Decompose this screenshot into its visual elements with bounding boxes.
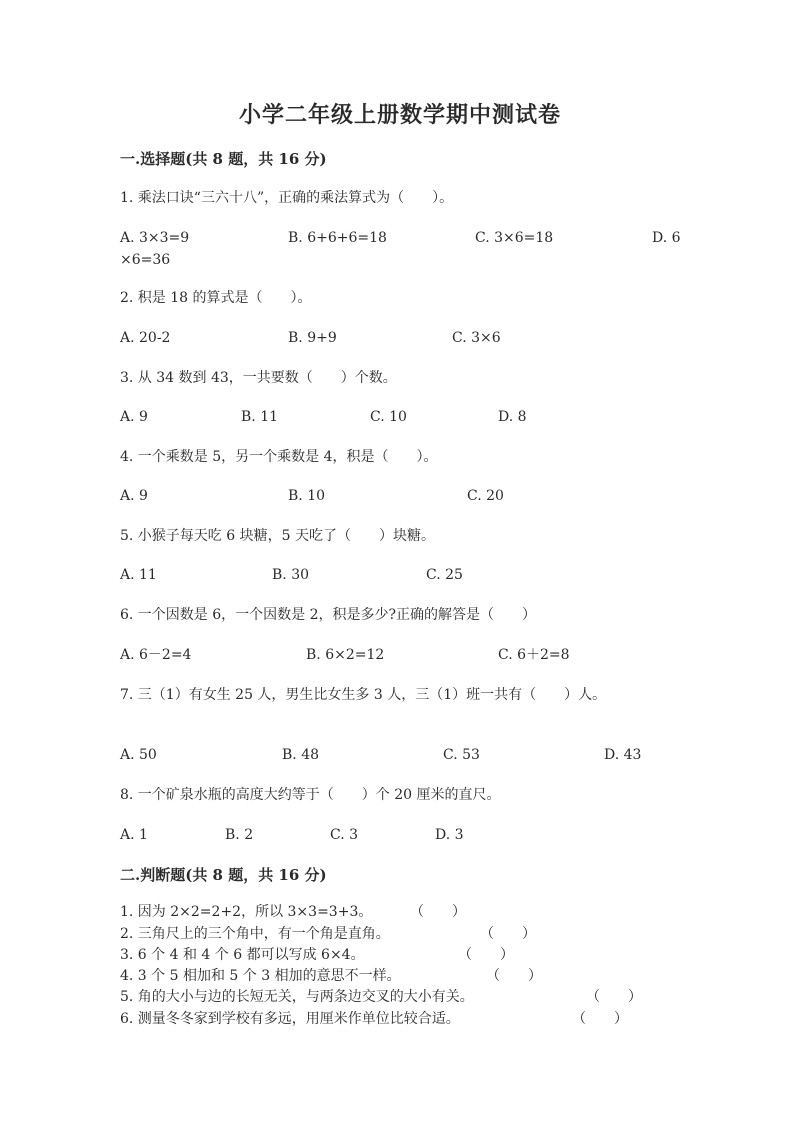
judge-item-2: 2. 三角尺上的三个角中，有一个角是直角。 — [120, 926, 390, 942]
q6-option-a: A. 6－2=4 — [120, 647, 192, 663]
section-heading-judge: 二.判断题(共 8 题，共 16 分) — [120, 866, 327, 884]
q1-option-a: A. 3×3=9 — [120, 230, 190, 246]
q4-option-a: A. 9 — [120, 488, 148, 504]
judge-answer-blank-3[interactable]: （ ） — [458, 947, 514, 963]
q5-option-c: C. 25 — [426, 567, 463, 583]
section-heading-choice: 一.选择题(共 8 题，共 16 分) — [120, 150, 327, 168]
q2-option-a: A. 20-2 — [120, 330, 171, 346]
q7-option-d: D. 43 — [604, 747, 642, 763]
q2-option-c: C. 3×6 — [452, 330, 501, 346]
q1-option-d: D. 6 — [652, 230, 681, 246]
judge-answer-blank-5[interactable]: （ ） — [586, 989, 642, 1005]
q1-option-b: B. 6+6+6=18 — [288, 230, 387, 246]
q5-option-b: B. 30 — [272, 567, 310, 583]
judge-answer-blank-6[interactable]: （ ） — [572, 1011, 628, 1027]
q4-option-b: B. 10 — [288, 488, 326, 504]
question-8: 8. 一个矿泉水瓶的高度大约等于（ ）个 20 厘米的直尺。 — [120, 787, 501, 803]
q5-option-a: A. 11 — [120, 567, 157, 583]
judge-item-4: 4. 3 个 5 相加和 5 个 3 相加的意思不一样。 — [120, 968, 401, 984]
question-1: 1. 乘法口诀“三六十八”，正确的乘法算式为（ ）。 — [120, 190, 454, 206]
judge-answer-blank-2[interactable]: （ ） — [480, 926, 536, 942]
question-2: 2. 积是 18 的算式是（ ）。 — [120, 290, 312, 306]
judge-answer-blank-1[interactable]: （ ） — [410, 904, 466, 920]
q8-option-c: C. 3 — [330, 827, 359, 843]
q1-option-d-continued: ×6=36 — [120, 252, 171, 268]
page-title: 小学二年级上册数学期中测试卷 — [238, 102, 561, 128]
judge-item-6: 6. 测量冬冬家到学校有多远，用厘米作单位比较合适。 — [120, 1011, 460, 1027]
q4-option-c: C. 20 — [467, 488, 504, 504]
q3-option-d: D. 8 — [498, 409, 527, 425]
q8-option-b: B. 2 — [225, 827, 254, 843]
q3-option-c: C. 10 — [370, 409, 407, 425]
q6-option-c: C. 6＋2=8 — [498, 647, 570, 663]
question-5: 5. 小猴子每天吃 6 块糖，5 天吃了（ ）块糖。 — [120, 528, 435, 544]
q7-option-a: A. 50 — [120, 747, 157, 763]
q2-option-b: B. 9+9 — [288, 330, 337, 346]
q8-option-a: A. 1 — [120, 827, 148, 843]
q6-option-b: B. 6×2=12 — [306, 647, 385, 663]
q7-option-c: C. 53 — [443, 747, 480, 763]
question-7: 7. 三（1）有女生 25 人，男生比女生多 3 人，三（1）班一共有（ ）人。 — [120, 687, 607, 703]
judge-item-1: 1. 因为 2×2=2+2，所以 3×3=3+3。 — [120, 904, 373, 920]
q7-option-b: B. 48 — [282, 747, 320, 763]
question-4: 4. 一个乘数是 5，另一个乘数是 4，积是（ ）。 — [120, 449, 438, 465]
q3-option-b: B. 11 — [241, 409, 279, 425]
judge-item-5: 5. 角的大小与边的长短无关，与两条边交叉的大小有关。 — [120, 989, 474, 1005]
question-3: 3. 从 34 数到 43，一共要数（ ）个数。 — [120, 370, 397, 386]
judge-item-3: 3. 6 个 4 和 4 个 6 都可以写成 6×4。 — [120, 947, 365, 963]
q8-option-d: D. 3 — [435, 827, 464, 843]
q3-option-a: A. 9 — [120, 409, 148, 425]
judge-answer-blank-4[interactable]: （ ） — [486, 968, 542, 984]
question-6: 6. 一个因数是 6，一个因数是 2，积是多少?正确的解答是（ ） — [120, 607, 537, 623]
q1-option-c: C. 3×6=18 — [475, 230, 554, 246]
